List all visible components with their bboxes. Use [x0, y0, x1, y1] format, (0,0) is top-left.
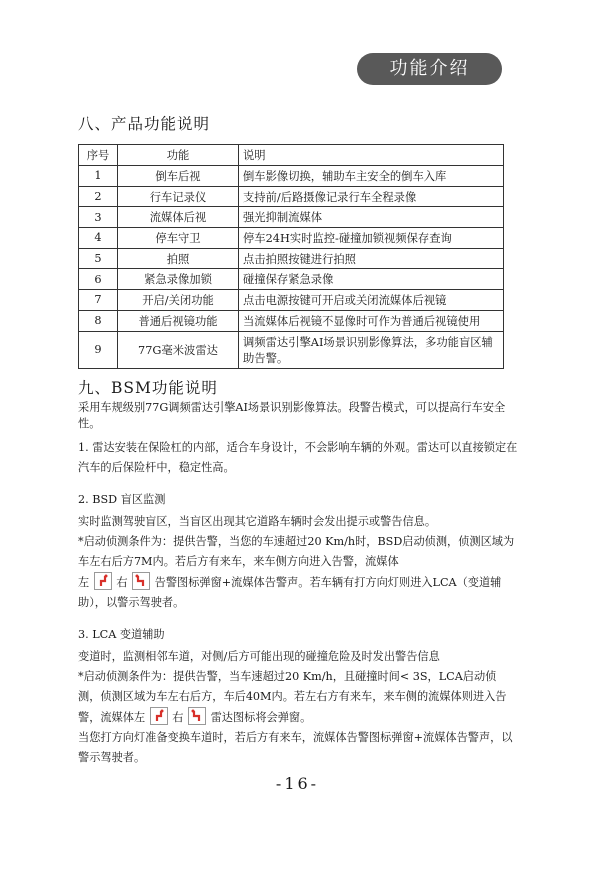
- row-description: 停车24H实时监控-碰撞加锁视频保存查询: [239, 228, 504, 249]
- table-row: [79, 166, 504, 187]
- row-function: 拍照: [118, 248, 239, 269]
- right-alert-icon: [132, 572, 150, 590]
- bsd-right-label: 右: [116, 576, 128, 589]
- table-row: [79, 310, 504, 331]
- bsd-conditions: *启动侦测条件为：提供告警，当您的车速超过20 Km/h时，BSD启动侦测，侦测区域为车左右后方7M内。若后方有来车，来车侧方向进入告警，流媒体: [78, 535, 515, 568]
- bsd-left-label: 左: [78, 576, 90, 589]
- bsd-description: 实时监测驾驶盲区，当盲区出现其它道路车辆时会发出提示或警告信息。: [78, 515, 437, 528]
- bsd-alert-line: [78, 572, 518, 613]
- section-9-body: [78, 400, 518, 768]
- row-function: 紧急录像加锁: [118, 269, 239, 290]
- row-no: 6: [79, 269, 118, 290]
- bsd-heading: 2. BSD 盲区监测: [78, 493, 166, 506]
- row-no: 8: [79, 310, 118, 331]
- table-row: [79, 228, 504, 249]
- row-no: 2: [79, 186, 118, 207]
- header-function: 功能: [118, 145, 239, 166]
- row-function: 停车守卫: [118, 228, 239, 249]
- row-function: 77G毫米波雷达: [118, 331, 239, 368]
- table-row: [79, 248, 504, 269]
- page-number: -16-: [275, 774, 320, 793]
- table-header-row: [79, 145, 504, 166]
- bsm-intro: 采用车规级别77G调频雷达引擎AI场景识别影像算法。段警告模式，可以提高行车安全性。: [78, 401, 506, 430]
- section-9-title: 九、BSM功能说明: [78, 379, 218, 397]
- row-function: 倒车后视: [118, 166, 239, 187]
- row-function: 行车记录仪: [118, 186, 239, 207]
- row-description: 支持前/后路摄像记录行车全程录像: [239, 186, 504, 207]
- row-no: 7: [79, 290, 118, 311]
- table-row: [79, 186, 504, 207]
- section-8-title: 八、产品功能说明: [78, 115, 211, 133]
- table-row: [79, 331, 504, 368]
- row-description: 点击电源按键可开启或关闭流媒体后视镜: [239, 290, 504, 311]
- feature-table: [78, 144, 504, 369]
- row-function: 流媒体后视: [118, 207, 239, 228]
- row-description: 倒车影像切换，辅助车主安全的倒车入库: [239, 166, 504, 187]
- row-no: 3: [79, 207, 118, 228]
- lca-heading: 3. LCA 变道辅助: [78, 628, 165, 641]
- row-no: 4: [79, 228, 118, 249]
- row-description: 当流媒体后视镜不显像时可作为普通后视镜使用: [239, 310, 504, 331]
- lca-popup-text: 雷达图标将会弹窗。: [210, 711, 312, 724]
- row-description: 点击拍照按键进行拍照: [239, 248, 504, 269]
- row-no: 5: [79, 248, 118, 269]
- header-no: 序号: [79, 145, 118, 166]
- row-description: 碰撞保存紧急录像: [239, 269, 504, 290]
- table-row: [79, 290, 504, 311]
- lca-right-label: 右: [172, 711, 184, 724]
- lca-conditions: [78, 667, 518, 728]
- row-function: 开启/关闭功能: [118, 290, 239, 311]
- row-function: 普通后视镜功能: [118, 310, 239, 331]
- table-row: [79, 207, 504, 228]
- lca-conditions-text: *启动侦测条件为：提供告警，当车速超过20 Km/h，且碰撞时间< 3S，LCA启动侦测，侦测区域为车左右后方，车后40M内。若左右方有来车，来车侧的流媒体则进入告警，流媒体左: [78, 670, 507, 724]
- lca-description: 变道时，监测相邻车道，对侧/后方可能出现的碰撞危险及时发出警告信息: [78, 650, 440, 663]
- table-row: [79, 269, 504, 290]
- left-alert-icon: [150, 707, 168, 725]
- radar-install-paragraph: 1. 雷达安装在保险杠的内部，适合车身设计，不会影响车辆的外观。雷达可以直接锁定在汽车的后保险杆中，稳定性高。: [78, 441, 518, 474]
- left-alert-icon: [94, 572, 112, 590]
- bsd-alert-text: 告警图标弹窗+流媒体告警声。若车辆有打方向灯则进入LCA（变道辅助），以警示驾驶者。: [78, 576, 502, 609]
- header-description: 说明: [239, 145, 504, 166]
- row-no: 9: [79, 331, 118, 368]
- right-alert-icon: [188, 707, 206, 725]
- section-tag: 功能介绍: [357, 53, 502, 85]
- lca-turn-signal-paragraph: 当您打方向灯准备变换车道时，若后方有来车，流媒体告警图标弹窗+流媒体告警声，以警示驾驶者。: [78, 731, 513, 764]
- row-description: 强光抑制流媒体: [239, 207, 504, 228]
- row-description: 调频雷达引擎AI场景识别影像算法，多功能盲区辅助告警。: [239, 331, 504, 368]
- row-no: 1: [79, 166, 118, 187]
